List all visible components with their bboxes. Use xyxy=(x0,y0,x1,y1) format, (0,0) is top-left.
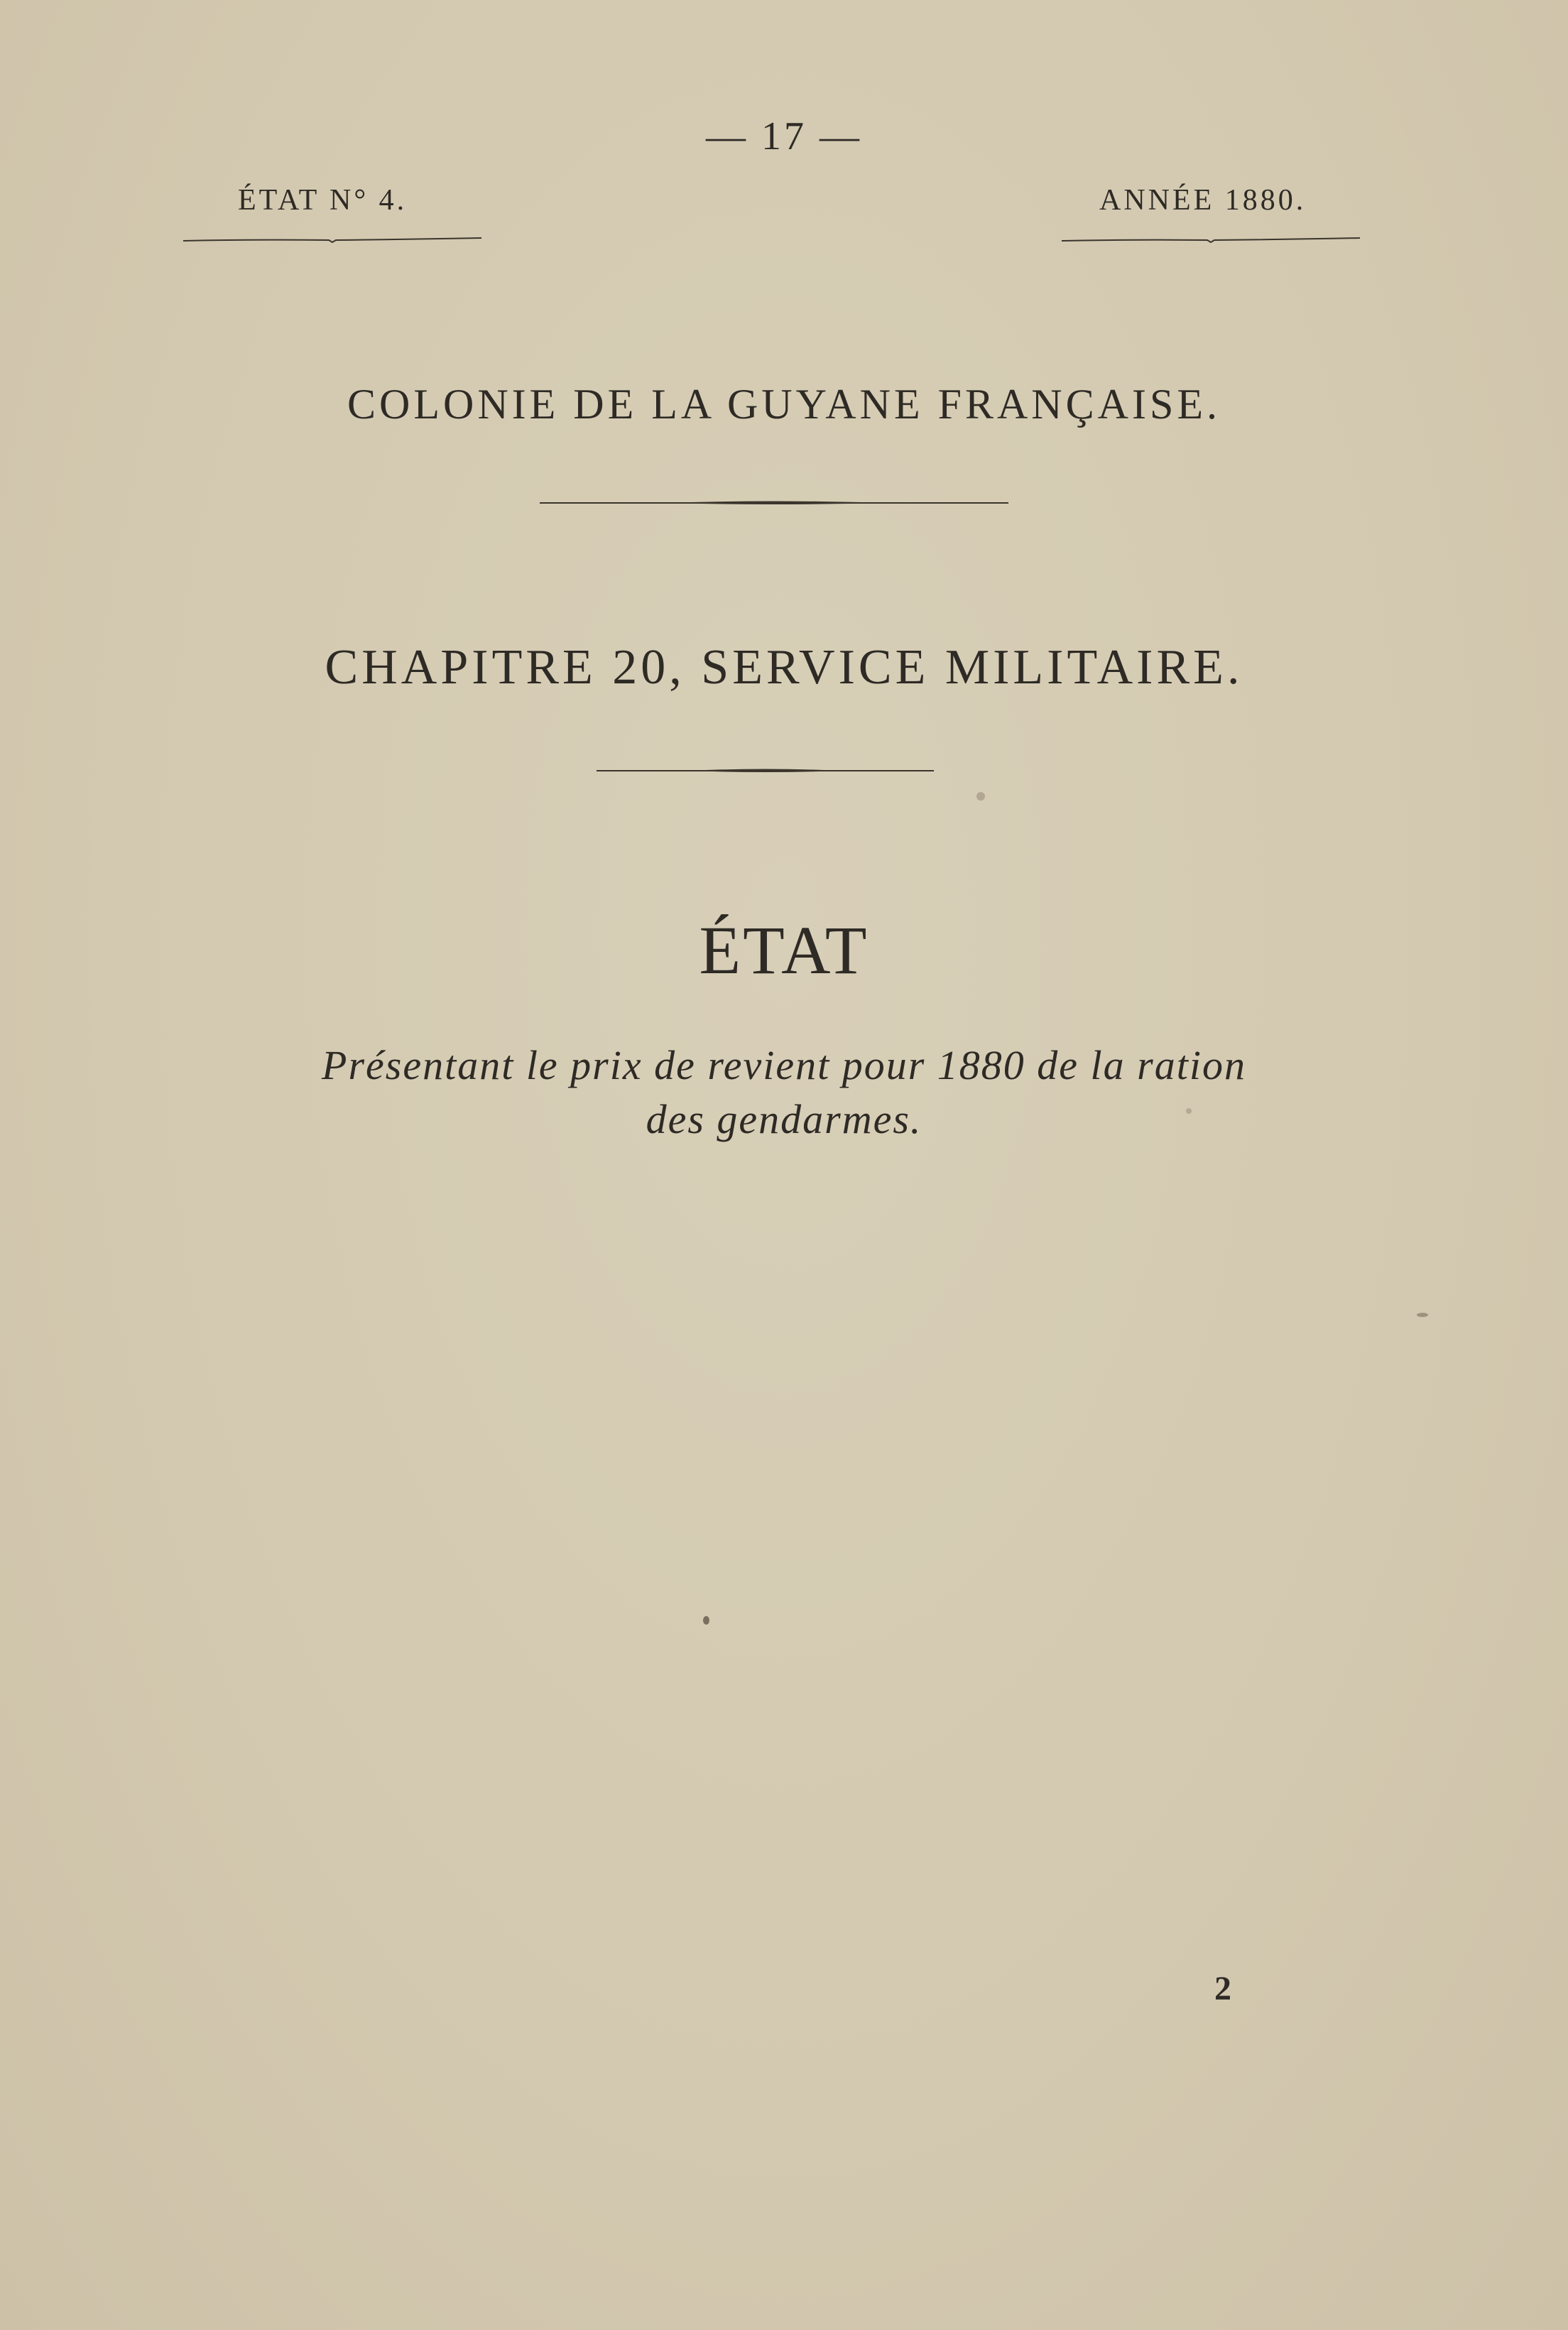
ink-speck xyxy=(703,1616,709,1625)
year-heading: ANNÉE 1880. xyxy=(1099,184,1307,217)
page-number: — 17 — xyxy=(706,114,862,158)
state-number-heading: ÉTAT N° 4. xyxy=(238,184,408,217)
divider-rule xyxy=(597,767,934,774)
chapter-heading: CHAPITRE 20, SERVICE MILITAIRE. xyxy=(325,640,1243,695)
colony-heading: COLONIE DE LA GUYANE FRANÇAISE. xyxy=(347,381,1221,428)
subtitle-line: des gendarmes. xyxy=(646,1096,922,1142)
document-title: ÉTAT xyxy=(699,912,869,988)
heading-ornament-right xyxy=(1062,237,1360,243)
document-subtitle xyxy=(178,1039,1390,1147)
subtitle-line: Présentant le prix de revient pour 1880 de la ration xyxy=(322,1042,1246,1088)
divider-rule xyxy=(540,499,1008,506)
ink-speck xyxy=(976,792,985,801)
sheet-signature: 2 xyxy=(1214,1970,1231,2007)
ink-speck xyxy=(1417,1313,1428,1317)
heading-ornament-left xyxy=(183,237,481,243)
ink-speck xyxy=(1186,1108,1192,1114)
